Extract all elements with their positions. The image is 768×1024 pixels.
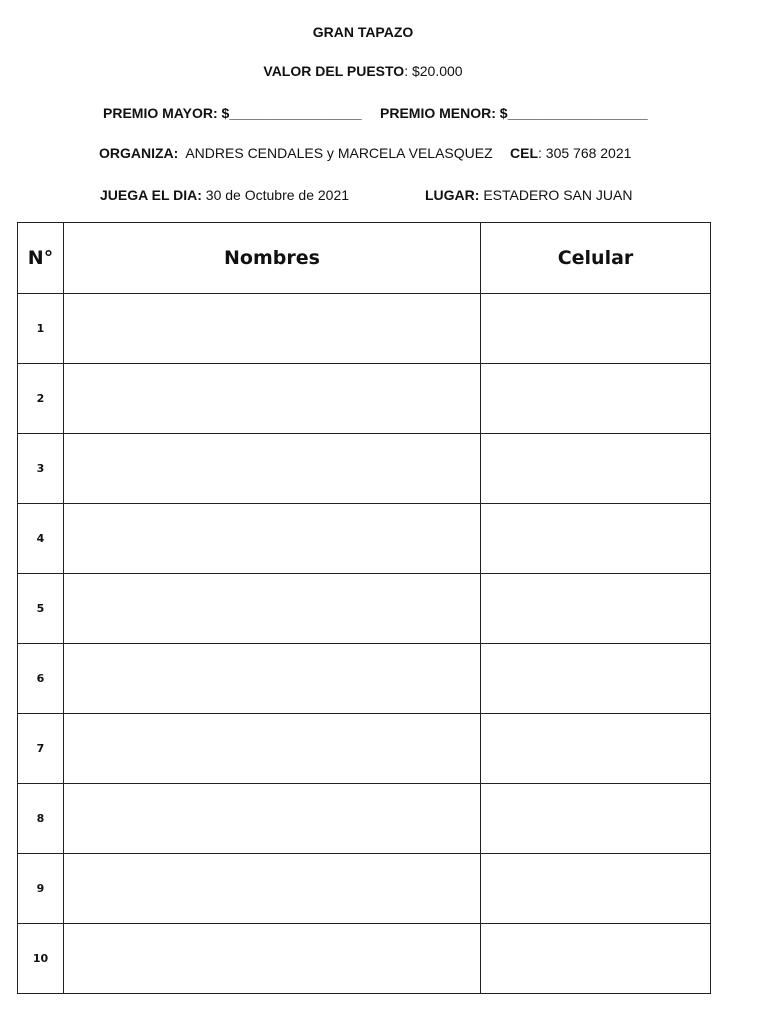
column-header-phone: Celular (481, 223, 711, 294)
entry-fee-value: : $20.000 (404, 63, 463, 79)
organizers-label: ORGANIZA: (99, 145, 179, 161)
row-number: 4 (18, 504, 64, 574)
name-cell[interactable] (64, 574, 481, 644)
table-row (18, 574, 711, 644)
phone-cell[interactable] (481, 784, 711, 854)
row-number: 3 (18, 434, 64, 504)
table-row (18, 364, 711, 434)
phone-label: CEL (510, 145, 538, 161)
table-row (18, 714, 711, 784)
phone-cell[interactable] (481, 644, 711, 714)
name-cell[interactable] (64, 714, 481, 784)
row-number: 9 (18, 854, 64, 924)
table-row (18, 784, 711, 854)
row-number: 8 (18, 784, 64, 854)
game-date-value: 30 de Octubre de 2021 (201, 187, 350, 203)
phone-cell[interactable] (481, 294, 711, 364)
venue-value: ESTADERO SAN JUAN (479, 187, 633, 203)
name-cell[interactable] (64, 364, 481, 434)
table-row (18, 294, 711, 364)
document-title: GRAN TAPAZO (312, 24, 414, 40)
phone (510, 145, 631, 161)
phone-cell[interactable] (481, 714, 711, 784)
venue-label: LUGAR: (425, 187, 480, 203)
phone-cell[interactable] (481, 434, 711, 504)
phone-cell[interactable] (481, 854, 711, 924)
participants-table (17, 222, 711, 994)
phone-value: : 305 768 2021 (538, 145, 632, 161)
venue (425, 187, 632, 203)
name-cell[interactable] (64, 784, 481, 854)
row-number: 5 (18, 574, 64, 644)
table-row (18, 434, 711, 504)
name-cell[interactable] (64, 294, 481, 364)
table-row (18, 854, 711, 924)
row-number: 1 (18, 294, 64, 364)
game-date-label: JUEGA EL DIA: (100, 187, 202, 203)
organizers (99, 145, 493, 161)
entry-fee (0, 63, 726, 79)
major-prize: PREMIO MAYOR: $_________________ (103, 105, 362, 121)
table-row (18, 924, 711, 994)
phone-cell[interactable] (481, 924, 711, 994)
game-date (100, 187, 349, 203)
row-number: 6 (18, 644, 64, 714)
table-row (18, 644, 711, 714)
phone-cell[interactable] (481, 574, 711, 644)
minor-prize: PREMIO MENOR: $__________________ (380, 105, 648, 121)
phone-cell[interactable] (481, 504, 711, 574)
name-cell[interactable] (64, 854, 481, 924)
name-cell[interactable] (64, 644, 481, 714)
name-cell[interactable] (64, 434, 481, 504)
name-cell[interactable] (64, 504, 481, 574)
row-number: 10 (18, 924, 64, 994)
organizers-value: ANDRES CENDALES y MARCELA VELASQUEZ (178, 145, 493, 161)
table-header-row (18, 223, 711, 294)
name-cell[interactable] (64, 924, 481, 994)
row-number: 7 (18, 714, 64, 784)
row-number: 2 (18, 364, 64, 434)
entry-fee-label: VALOR DEL PUESTO (263, 63, 405, 79)
table-row (18, 504, 711, 574)
column-header-names: Nombres (64, 223, 481, 294)
phone-cell[interactable] (481, 364, 711, 434)
column-header-number: N° (18, 223, 64, 294)
